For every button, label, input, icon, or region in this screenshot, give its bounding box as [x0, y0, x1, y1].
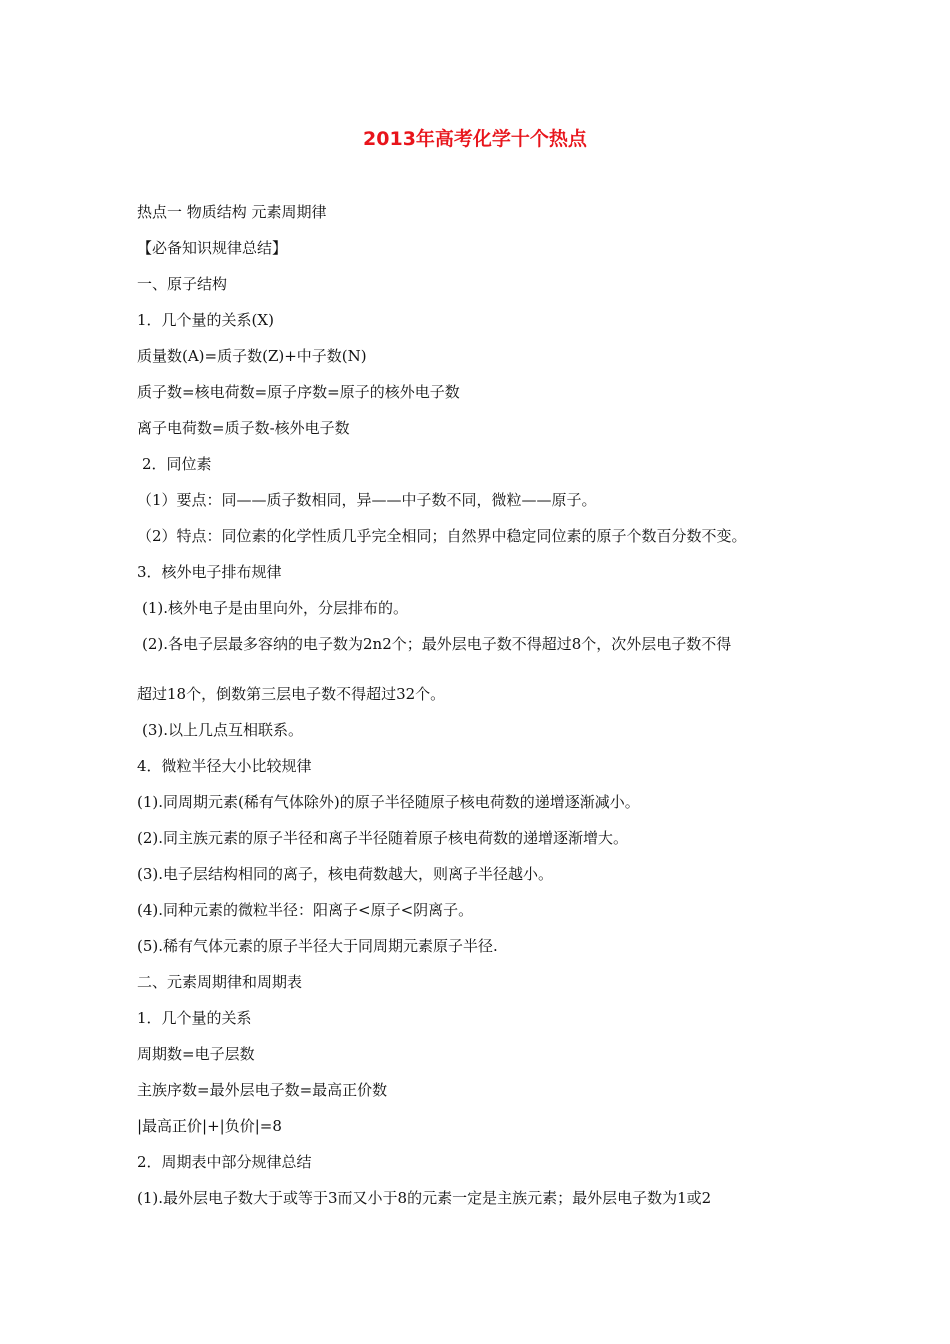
text-line: (2).同主族元素的原子半径和离子半径随着原子核电荷数的递增逐渐增大。: [137, 829, 629, 847]
page-title: 2013年高考化学十个热点: [363, 128, 587, 150]
subsection-heading: 【必备知识规律总结】: [137, 239, 288, 257]
text-line: (3).电子层结构相同的离子，核电荷数越大，则离子半径越小。: [137, 865, 554, 883]
text-line: 主族序数=最外层电子数=最高正价数: [137, 1081, 388, 1099]
text-line: (2).各电子层最多容纳的电子数为2n2个；最外层电子数不得超过8个，次外层电子数不得: [142, 635, 732, 653]
section-heading: 热点一 物质结构 元素周期律: [137, 203, 327, 221]
chapter-heading: 二、元素周期律和周期表: [137, 973, 303, 991]
text-line: （2）特点：同位素的化学性质几乎完全相同；自然界中稳定同位素的原子个数百分数不变。: [137, 527, 747, 545]
text-line: (1).同周期元素(稀有气体除外)的原子半径随原子核电荷数的递增逐渐减小。: [137, 793, 640, 811]
text-line: |最高正价|+|负价|=8: [137, 1117, 282, 1135]
text-line: 质子数=核电荷数=原子序数=原子的核外电子数: [137, 383, 460, 401]
text-line: 2．周期表中部分规律总结: [137, 1153, 312, 1171]
text-line: 3．核外电子排布规律: [137, 563, 282, 581]
text-line: 2．同位素: [142, 455, 212, 473]
text-line: (1).核外电子是由里向外，分层排布的。: [142, 599, 409, 617]
text-line: (1).最外层电子数大于或等于3而又小于8的元素一定是主族元素；最外层电子数为1或2: [137, 1189, 712, 1207]
chapter-heading: 一、原子结构: [137, 275, 228, 293]
text-line: (4).同种元素的微粒半径：阳离子<原子<阴离子。: [137, 901, 474, 919]
text-line: (3).以上几点互相联系。: [142, 721, 304, 739]
text-line: （1）要点：同——质子数相同，异——中子数不同，微粒——原子。: [137, 491, 597, 509]
document-body: [137, 200, 827, 1222]
text-line: 4．微粒半径大小比较规律: [137, 757, 312, 775]
text-line: 1．几个量的关系: [137, 1009, 252, 1027]
text-line: (5).稀有气体元素的原子半径大于同周期元素原子半径.: [137, 937, 498, 955]
text-line: 质量数(A)=质子数(Z)+中子数(N): [137, 347, 367, 365]
text-line: 离子电荷数=质子数-核外电子数: [137, 419, 350, 437]
text-line: 1．几个量的关系(X): [137, 311, 274, 329]
text-line: 周期数=电子层数: [137, 1045, 255, 1063]
text-line: 超过18个，倒数第三层电子数不得超过32个。: [137, 685, 446, 703]
